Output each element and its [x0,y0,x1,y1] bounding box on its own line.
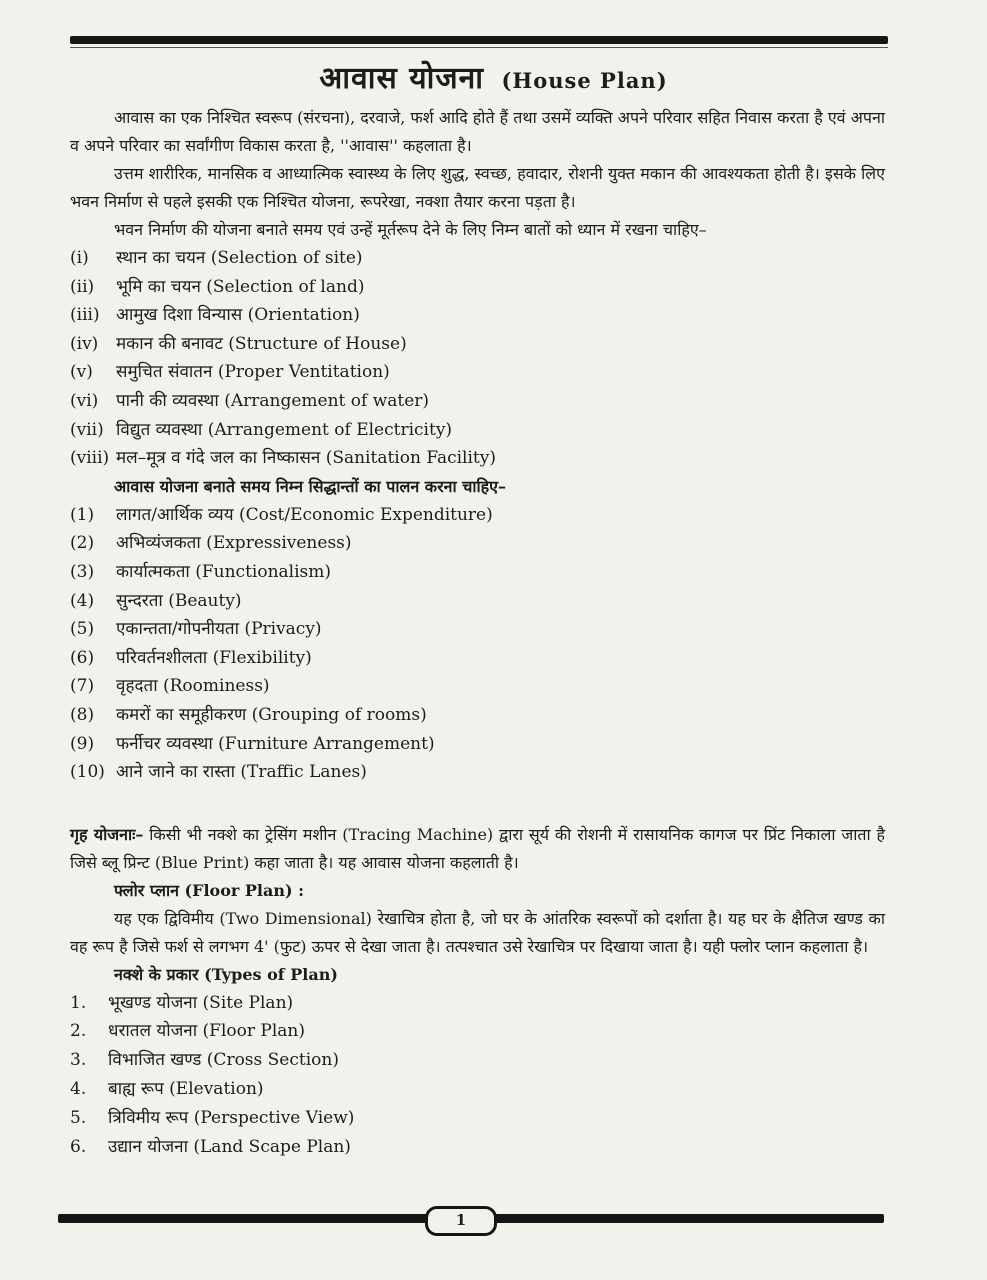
list-item [70,1017,885,1046]
section-gap [70,787,885,821]
title-english: (House Plan) [501,68,668,93]
principles-intro: आवास योजना बनाते समय निम्न सिद्धान्तों का पालन करना चाहिए– [114,476,507,496]
list-item-text: आमुख दिशा विन्यास (Orientation) [116,305,360,326]
principles-list [70,501,885,787]
list-item-text: फर्नीचर व्यवस्था (Furniture Arrangement) [116,733,435,754]
list-item-text: सुन्दरता (Beauty) [116,590,242,611]
list-item [70,387,885,416]
list-item-text: बाह्य रूप (Elevation) [108,1079,264,1100]
list-item-number: 2. [70,1021,87,1042]
list-item [70,1075,885,1104]
list-item-number: (9) [70,733,95,754]
list-item-text: कमरों का समूहीकरण (Grouping of rooms) [116,704,427,725]
list-item [70,244,885,273]
list-item-number: (i) [70,248,89,268]
list-item-number: (2) [70,533,95,554]
floor-plan-paragraph: यह एक द्विविमीय (Two Dimensional) रेखाचित्र होता है, जो घर के आंतरिक स्वरूपों को दर्शाता है। यह घर के क्षैतिज खण्ड का वह रूप है जिसे फर्श से लगभग 4' (फुट) ऊपर से देखा जाता है। तत्पश्चात उसे रेखाचित्र पर दिखाया जाता है। यही फ्लोर प्लान कहलाता है। [70,908,885,956]
list-item-text: वृहदता (Roominess) [116,676,270,697]
list-item-number: (5) [70,619,95,640]
types-of-plan-heading: नक्शे के प्रकार (Types of Plan) [114,964,338,984]
list-item [70,330,885,359]
list-item-number: (6) [70,647,95,668]
list-item [70,758,885,787]
list-item-number: (iv) [70,333,99,354]
list-item-number: (7) [70,676,95,697]
list-item-number: 6. [70,1136,87,1157]
list-item [70,644,885,673]
list-item-number: (ii) [70,276,95,297]
list-item [70,989,885,1018]
intro-paragraph-2: उत्तम शारीरिक, मानसिक व आध्यात्मिक स्वास्थ्य के लिए शुद्ध, स्वच्छ, हवादार, रोशनी युक्त मकान की आवश्यकता होती है। इसके लिए भवन निर्माण से पहले इसकी एक निश्चित योजना, रूपरेखा, नक्शा तैयार करना पड़ता है। [70,164,885,211]
list-item-number: (4) [70,590,95,611]
list-item-text: स्थान का चयन (Selection of site) [116,248,363,268]
list-item [70,444,885,473]
griha-yojana-paragraph [70,821,885,877]
top-rule-thin [70,47,888,48]
list-item-text: भूमि का चयन (Selection of land) [116,276,365,297]
list-item [70,273,885,302]
list-item [70,358,885,387]
list-item [70,1104,885,1133]
list-item-text: उद्यान योजना (Land Scape Plan) [108,1136,351,1157]
list-item-text: कार्यात्मकता (Functionalism) [116,561,332,582]
list-item [70,587,885,616]
list-item [70,501,885,530]
list-item-text: आने जाने का रास्ता (Traffic Lanes) [116,762,367,783]
list-item-text: मकान की बनावट (Structure of House) [116,333,407,354]
list-item-number: (vii) [70,419,104,440]
list-item-number: (10) [70,762,105,783]
list-item-text: त्रिविमीय रूप (Perspective View) [108,1107,355,1128]
floor-plan-heading: फ्लोर प्लान (Floor Plan) : [114,880,305,900]
list-item-text: लागत/आर्थिक व्यय (Cost/Economic Expenditure) [116,504,493,525]
list-item [70,701,885,730]
plan-types-list [70,989,885,1162]
griha-yojana-label: गृह योजनाः– [70,824,144,844]
list-item-text: विभाजित खण्ड (Cross Section) [108,1050,339,1071]
list-item [70,301,885,330]
list-item-number: (iii) [70,305,100,326]
list-item-number: 3. [70,1050,87,1071]
page-title [0,56,987,97]
list-item-text: भूखण्ड योजना (Site Plan) [108,992,294,1013]
title-hindi: आवास योजना [319,61,485,96]
list-item-number: (vi) [70,390,99,411]
list-item-number: (1) [70,504,95,525]
list-item-text: पानी की व्यवस्था (Arrangement of water) [116,390,430,411]
list-item-number: (viii) [70,448,110,469]
list-item-number: 1. [70,992,87,1013]
list-item-number: (v) [70,362,93,383]
list-item-text: समुचित संवातन (Proper Ventitation) [116,362,390,383]
list-item-text: परिवर्तनशीलता (Flexibility) [116,647,312,668]
list-item [70,416,885,445]
list-item [70,558,885,587]
list-item-text: अभिव्यंजकता (Expressiveness) [116,533,352,554]
griha-yojana-text: किसी भी नक्शे का ट्रेसिंग मशीन (Tracing Machine) द्वारा सूर्य की रोशनी में रासायनिक कागज पर प्रिंट निकाला जाता है जिसे ब्लू प्रिन्ट (Blue Print) कहा जाता है। यह आवास योजना कहलाती है। [70,824,885,872]
intro-paragraph-1: आवास का एक निश्चित स्वरूप (संरचना), दरवाजे, फर्श आदि होते हैं तथा उसमें व्यक्ति अपने परिवार सहित निवास करता है एवं अपना व अपने परिवार का सर्वांगीण विकास करता है, ''आवास'' कहलाता है। [70,108,885,155]
page-content [70,104,885,1161]
list-item-number: (3) [70,561,95,582]
list-item-text: एकान्तता/गोपनीयता (Privacy) [116,619,322,640]
list-item-number: 4. [70,1079,87,1100]
list-item [70,730,885,759]
list-item [70,672,885,701]
list-item-text: धरातल योजना (Floor Plan) [108,1021,306,1042]
top-rule [70,36,888,44]
list-item [70,1046,885,1075]
list-item-text: मल–मूत्र व गंदे जल का निष्कासन (Sanitation Facility) [116,448,496,469]
list-item [70,529,885,558]
list-item-text: विद्युत व्यवस्था (Arrangement of Electricity) [116,419,453,440]
considerations-list [70,244,885,473]
list-item [70,1133,885,1162]
intro-paragraph-3: भवन निर्माण की योजना बनाते समय एवं उन्हें मूर्तरूप देने के लिए निम्न बातों को ध्यान में रखना चाहिए– [114,220,707,239]
list-item-number: (8) [70,704,95,725]
list-item [70,615,885,644]
page-number: 1 [425,1206,497,1236]
list-item-number: 5. [70,1107,87,1128]
